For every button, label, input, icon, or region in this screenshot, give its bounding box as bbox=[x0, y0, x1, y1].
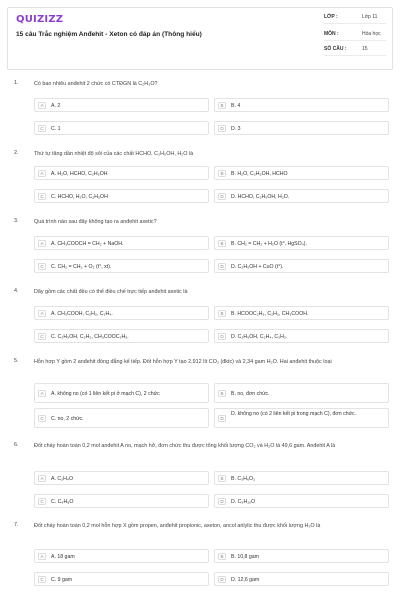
answer-option-d[interactable] bbox=[214, 408, 389, 428]
option-text: B. 10,8 gam bbox=[231, 553, 259, 560]
option-letter-box: C bbox=[38, 193, 46, 200]
question-text: Có bao nhiêu anđehit 2 chức có CTĐGN là C₂H₃O? bbox=[34, 81, 158, 87]
option-letter-box: C bbox=[38, 333, 46, 340]
option-letter-box: B bbox=[218, 102, 226, 109]
option-text: C. C₂H₅OH, C₂H₂, CH₃COOC₂H₅. bbox=[51, 333, 129, 340]
option-letter-box: C bbox=[38, 125, 46, 132]
answer-option-d[interactable] bbox=[214, 572, 389, 586]
answer-option-b[interactable] bbox=[214, 549, 389, 563]
option-text: C. HCHO, H₂O, C₂H₅OH bbox=[51, 193, 108, 200]
question-number: 4. bbox=[14, 288, 19, 294]
option-text: C. C₄H₈O bbox=[51, 498, 74, 505]
answer-option-d[interactable] bbox=[214, 189, 389, 203]
option-letter-box: B bbox=[218, 240, 226, 247]
option-text: A. H₂O, HCHO, C₂H₅OH bbox=[51, 170, 108, 177]
option-letter-box: D bbox=[218, 333, 226, 340]
option-letter-box: A bbox=[38, 553, 46, 560]
answer-option-d[interactable] bbox=[214, 329, 389, 343]
answer-option-d[interactable] bbox=[214, 494, 389, 508]
meta-key: SỐ CÂU : bbox=[324, 46, 347, 52]
meta-key: MÔN : bbox=[324, 31, 339, 37]
option-letter-box: A bbox=[38, 102, 46, 109]
option-text: D. 3 bbox=[231, 125, 241, 132]
meta-key: LỚP : bbox=[324, 14, 338, 20]
answer-option-c[interactable] bbox=[34, 572, 209, 586]
answer-option-c[interactable] bbox=[34, 189, 209, 203]
option-text: C. 9 gam bbox=[51, 576, 73, 583]
option-letter-box: A bbox=[38, 390, 46, 397]
option-text: B. no, đơn chức. bbox=[231, 390, 270, 397]
answer-option-b[interactable] bbox=[214, 471, 389, 485]
answer-option-a[interactable] bbox=[34, 98, 209, 112]
option-text: B. 4 bbox=[231, 102, 241, 109]
option-text: D. không no (có 2 liên kết pi trong mạch C), đơn chức. bbox=[231, 411, 357, 417]
option-letter-box: D bbox=[218, 498, 226, 505]
answer-option-a[interactable] bbox=[34, 236, 209, 250]
answer-option-c[interactable] bbox=[34, 494, 209, 508]
question-number: 7. bbox=[14, 522, 19, 528]
option-text: A. 18 gam bbox=[51, 553, 75, 560]
question-text: Thứ tự tăng dần nhiệt độ sôi của các chất HCHO, C₂H₅OH, H₂O là bbox=[34, 151, 194, 157]
option-letter-box: D bbox=[218, 125, 226, 132]
question-text: Đốt cháy hoàn toàn 0,2 mol anđehit A no, mạch hở, đơn chức thu được tổng khối lượng CO₂ và H₂O là 49,6 gam. Anđehit A là bbox=[34, 443, 336, 449]
option-text: B. CH₂ = CH₂ + H₂O (t°, HgSO₄). bbox=[231, 240, 307, 247]
option-letter-box: C bbox=[38, 415, 46, 422]
option-letter-box: D bbox=[218, 193, 226, 200]
answer-option-b[interactable] bbox=[214, 306, 389, 320]
option-letter-box: D bbox=[218, 415, 226, 422]
option-letter-box: B bbox=[218, 310, 226, 317]
option-text: D. C₅H₁₀O bbox=[231, 498, 256, 505]
option-text: C. 1 bbox=[51, 125, 61, 132]
option-letter-box: A bbox=[38, 475, 46, 482]
option-text: A. 2 bbox=[51, 102, 61, 109]
option-text: B. HCOOC₂H₃, C₂H₂, CH₃COOH. bbox=[231, 310, 309, 317]
option-letter-box: C bbox=[38, 498, 46, 505]
answer-option-c[interactable] bbox=[34, 259, 209, 273]
option-text: D. 12,6 gam bbox=[231, 576, 260, 583]
option-letter-box: B bbox=[218, 553, 226, 560]
answer-option-a[interactable] bbox=[34, 166, 209, 180]
option-text: C. CH₂ = CH₂ + O₂ (t°, xt). bbox=[51, 263, 112, 270]
question-text: Dãy gồm các chất đều có thể điều chế trực tiếp anđehit axetic là bbox=[34, 289, 188, 295]
question-text: Hỗn hợp Y gồm 2 anđehit đồng đẳng kế tiếp. Đốt hỗn hợp Y tạo 2,912 lít CO₂ (đktc) và 2,34 gam H₂O. Hai anđehit thuộc loại bbox=[34, 359, 332, 365]
option-text: C. no, 2 chức. bbox=[51, 415, 84, 422]
option-text: B. H₂O, C₂H₅OH, HCHO bbox=[231, 170, 288, 177]
meta-value: 15 bbox=[362, 46, 368, 52]
answer-option-d[interactable] bbox=[214, 121, 389, 135]
answer-option-d[interactable] bbox=[214, 259, 389, 273]
option-letter-box: C bbox=[38, 576, 46, 583]
option-text: D. C₂H₅OH + CuO (t°). bbox=[231, 263, 284, 270]
option-text: A. C₂H₄O bbox=[51, 475, 74, 482]
question-number: 3. bbox=[14, 218, 19, 224]
question-number: 6. bbox=[14, 442, 19, 448]
answer-option-c[interactable] bbox=[34, 121, 209, 135]
answer-option-b[interactable] bbox=[214, 98, 389, 112]
answer-option-b[interactable] bbox=[214, 166, 389, 180]
option-letter-box: D bbox=[218, 263, 226, 270]
option-text: A. CH₃COOCH = CH₂ + NaOH. bbox=[51, 240, 124, 247]
option-text: A. không no (có 1 liên kết pi ở mạch C), 2 chức bbox=[51, 390, 160, 397]
option-letter-box: D bbox=[218, 576, 226, 583]
question-number: 1. bbox=[14, 80, 19, 86]
option-letter-box: B bbox=[218, 390, 226, 397]
option-text: D. C₂H₅OH, C₂H₄, C₂H₂. bbox=[231, 333, 288, 340]
quizizz-logo[interactable]: QUIZIZZ bbox=[16, 14, 64, 25]
answer-option-c[interactable] bbox=[34, 408, 209, 428]
meta-value: Lớp 11 bbox=[362, 14, 378, 20]
option-letter-box: B bbox=[218, 475, 226, 482]
question-number: 5. bbox=[14, 358, 19, 364]
option-letter-box: B bbox=[218, 170, 226, 177]
question-text: Quá trình nào sau đây không tạo ra anđehit axetic? bbox=[34, 219, 157, 225]
answer-option-a[interactable] bbox=[34, 471, 209, 485]
answer-option-b[interactable] bbox=[214, 236, 389, 250]
option-text: D. HCHO, C₂H₅OH, H₂O. bbox=[231, 193, 290, 200]
option-letter-box: C bbox=[38, 263, 46, 270]
answer-option-b[interactable] bbox=[214, 383, 389, 403]
meta-value: Hóa học bbox=[362, 31, 381, 37]
option-text: A. CH₃COOH, C₂H₂, C₂H₄. bbox=[51, 310, 113, 317]
question-text: Đốt cháy hoàn toàn 0,2 mol hỗn hợp X gồm propen, anđehit propionic, axeton, ancol anlylic thu được khối lượng H₂O là bbox=[34, 523, 321, 529]
option-text: B. C₃H₆O₂ bbox=[231, 475, 256, 482]
answer-option-a[interactable] bbox=[34, 383, 209, 403]
answer-option-c[interactable] bbox=[34, 329, 209, 343]
page-title: 15 câu Trắc nghiệm Anđehit - Xeton có đáp án (Thông hiểu) bbox=[16, 31, 202, 38]
answer-option-a[interactable] bbox=[34, 306, 209, 320]
option-letter-box: A bbox=[38, 240, 46, 247]
question-number: 2. bbox=[14, 150, 19, 156]
option-letter-box: A bbox=[38, 170, 46, 177]
option-letter-box: A bbox=[38, 310, 46, 317]
answer-option-a[interactable] bbox=[34, 549, 209, 563]
